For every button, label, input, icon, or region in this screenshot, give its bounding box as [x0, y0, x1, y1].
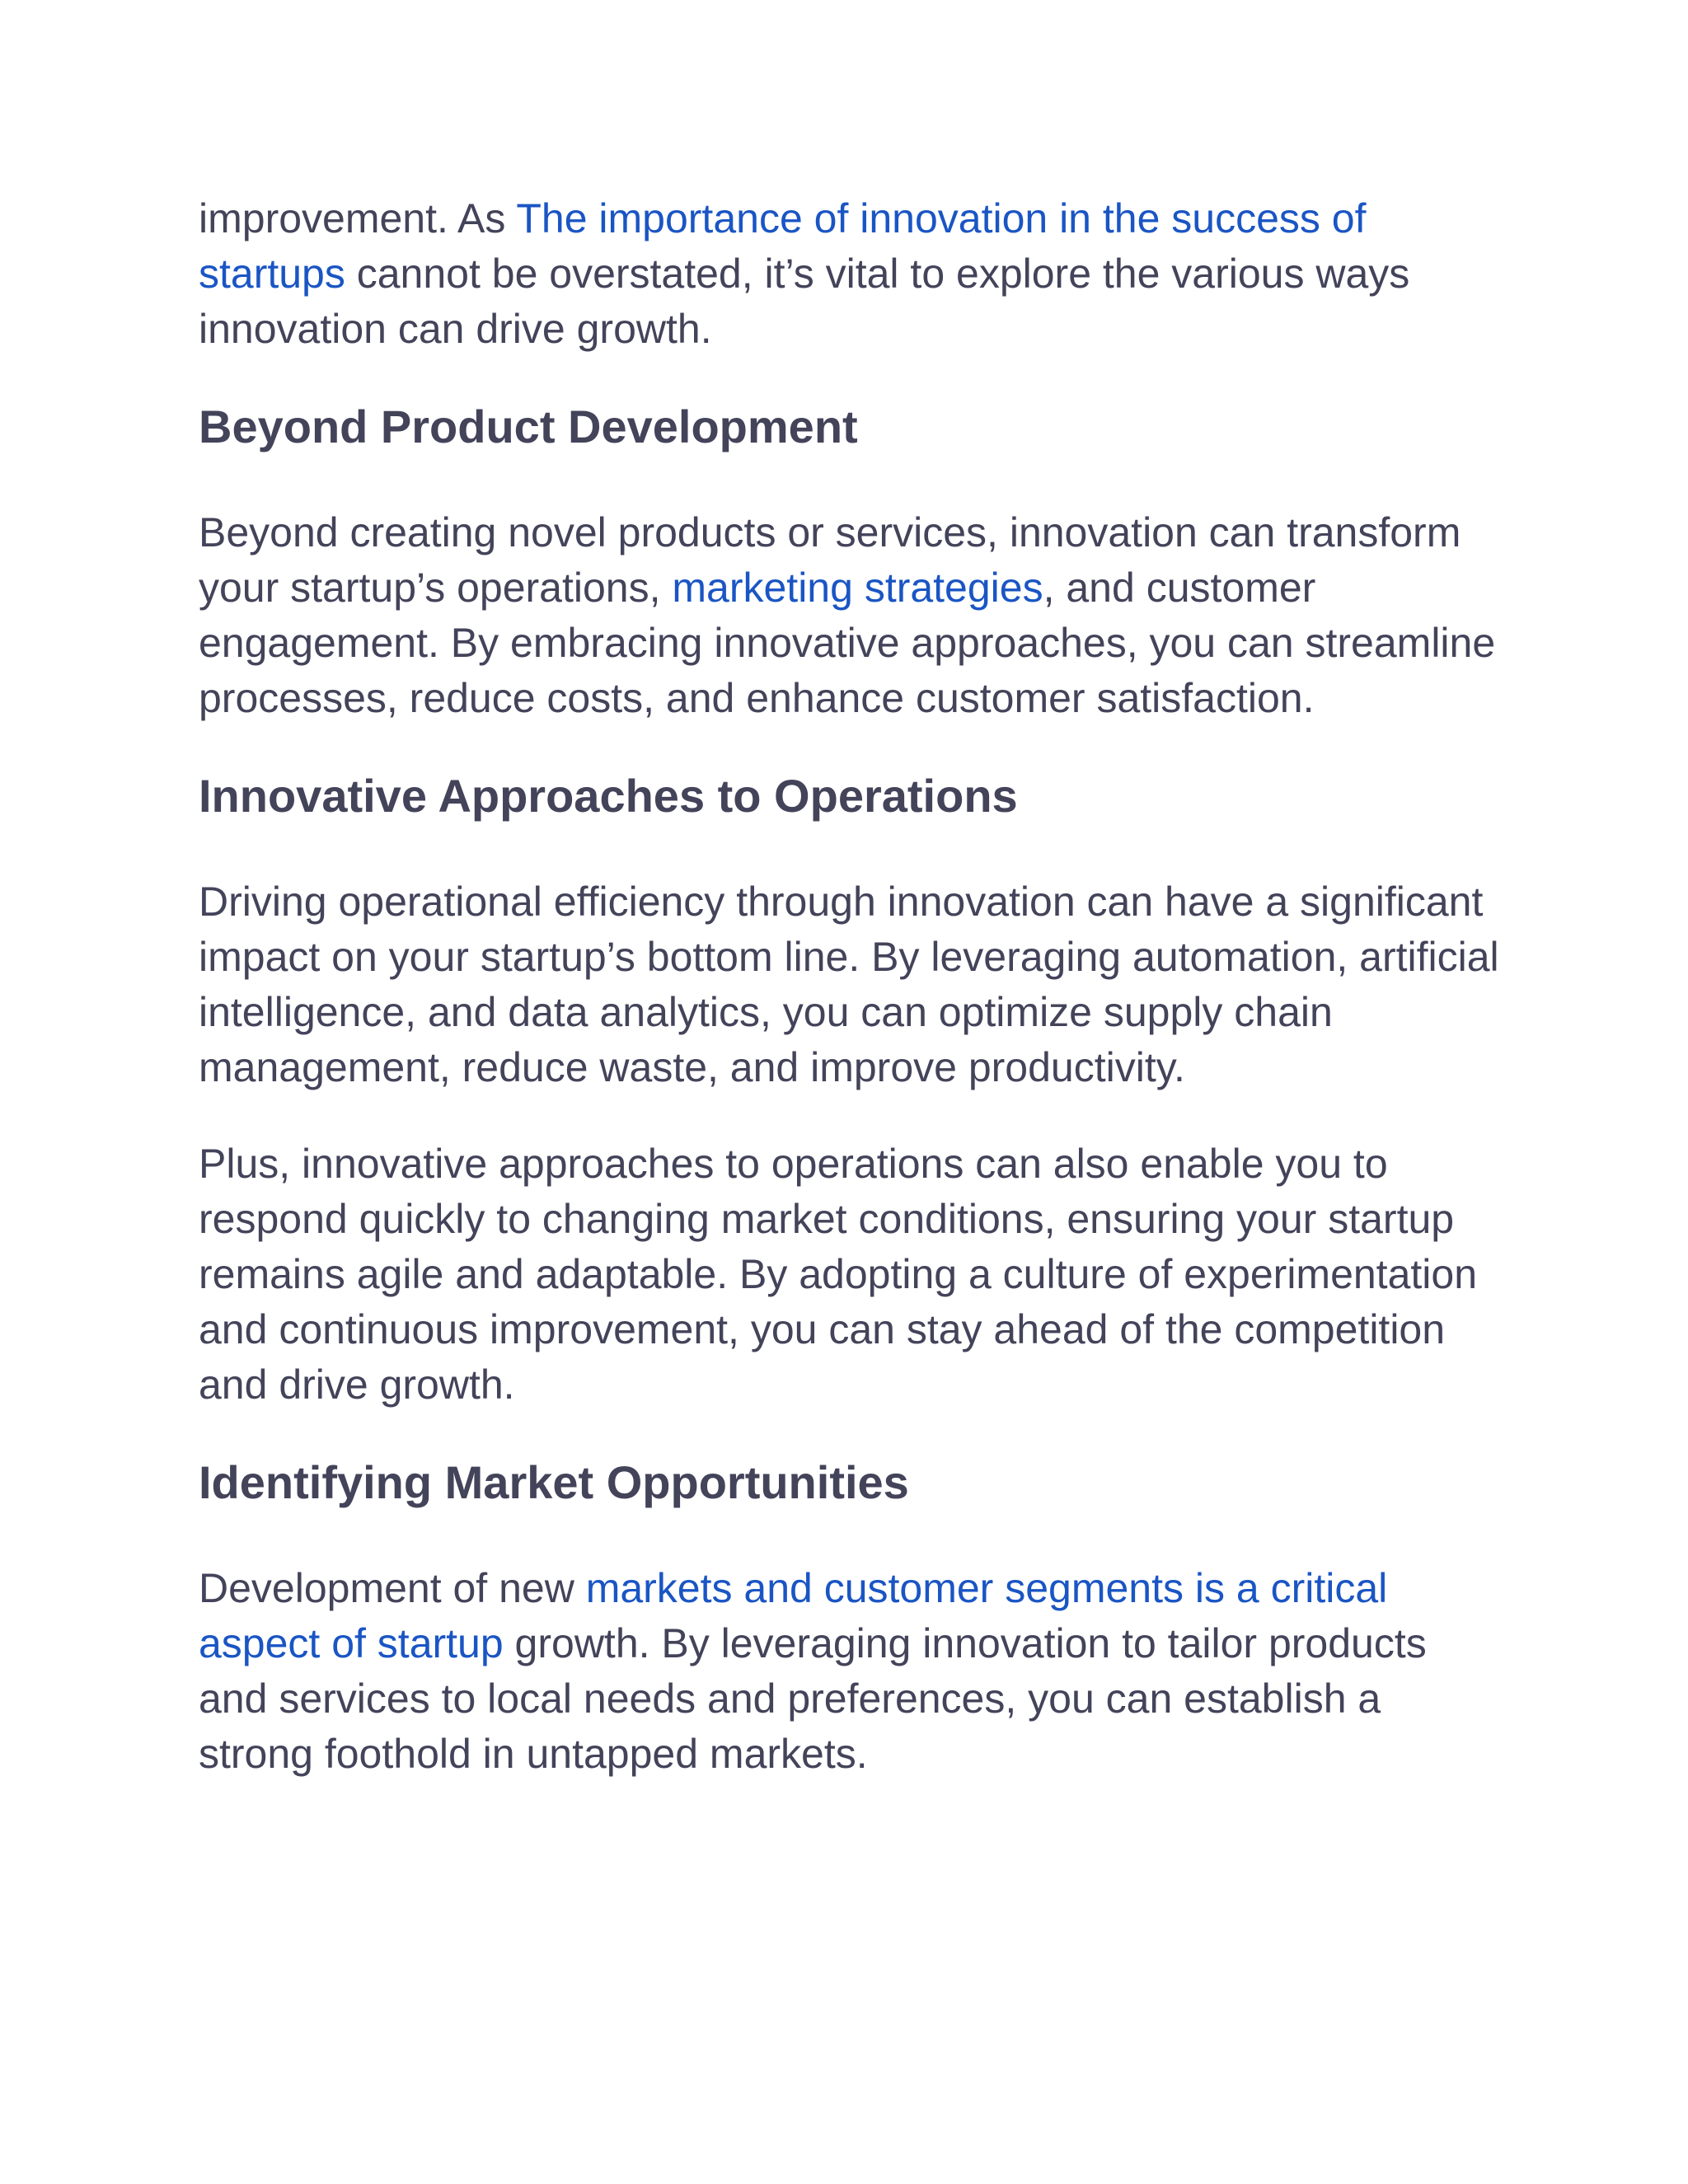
intro-paragraph: [199, 191, 1501, 357]
market-text-after: growth. By leveraging innovation to tailor products and services to local needs and preferences, you can establish a strong foothold in untapped markets.: [199, 1620, 1427, 1777]
beyond-text-after: , and customer engagement. By embracing innovative approaches, you can streamline processes, reduce costs, and enhance customer satisfaction.: [199, 565, 1496, 721]
heading-beyond-product-development: Beyond Product Development: [199, 401, 858, 452]
heading-market-opportunities: Identifying Market Opportunities: [199, 1456, 909, 1508]
intro-text-before: improvement. As: [199, 195, 517, 241]
innovation-importance-link[interactable]: The importance of innovation in the success of startups: [199, 195, 1367, 297]
operations-paragraph-2: Plus, innovative approaches to operations can also enable you to respond quickly to changing market conditions, ensuring your startup remains agile and adaptable. By adopting a culture of experimentation and continuous improvement, you can stay ahead of the competition and drive growth.: [199, 1141, 1478, 1408]
beyond-product-paragraph: [199, 505, 1501, 726]
market-paragraph: [199, 1561, 1501, 1782]
operations-paragraph-1: Driving operational efficiency through innovation can have a significant impact on your startup’s bottom line. By leveraging automation, artificial intelligence, and data analytics, you can optimize supply chain management, reduce waste, and improve productivity.: [199, 879, 1499, 1090]
beyond-text-before: Beyond creating novel products or services, innovation can transform your startup’s operations,: [199, 509, 1461, 611]
intro-text-after: cannot be overstated, it’s vital to explore the various ways innovation can drive growth.: [199, 251, 1410, 352]
marketing-strategies-link[interactable]: marketing strategies: [672, 565, 1043, 611]
market-segments-link[interactable]: markets and customer segments is a critical aspect of startup: [199, 1565, 1388, 1666]
market-text-before: Development of new: [199, 1565, 586, 1611]
article-body: [199, 191, 1501, 1823]
heading-innovative-approaches: Innovative Approaches to Operations: [199, 770, 1018, 822]
